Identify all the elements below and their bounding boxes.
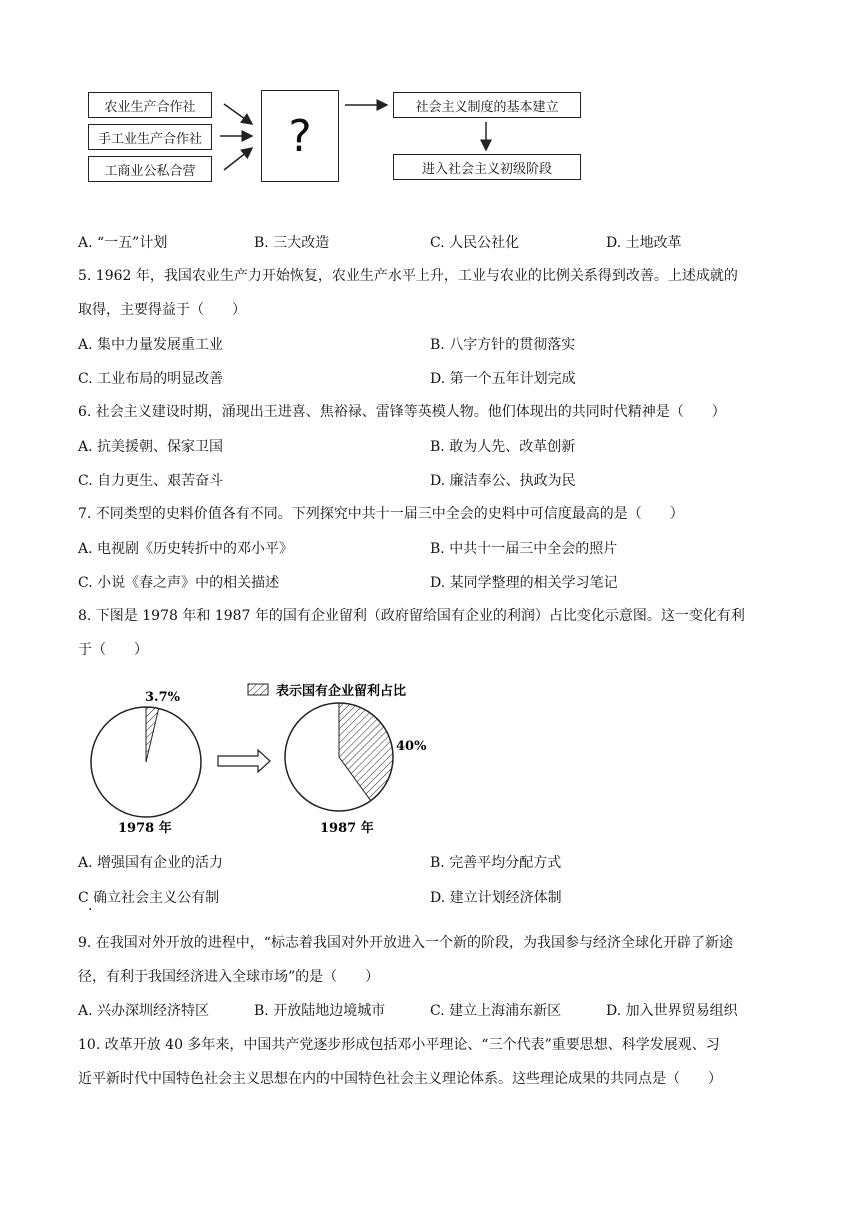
- q6-option-a: A. 抗美援朝、保家卫国: [78, 439, 224, 455]
- q6-option-c: C. 自力更生、艰苦奋斗: [78, 473, 224, 489]
- q6-option-b: B. 敢为人先、改革创新: [430, 439, 576, 455]
- diagram-result-bottom: 进入社会主义初级阶段: [393, 154, 581, 180]
- q4-option-b: B. 三大改造: [254, 235, 330, 251]
- legend-swatch: [248, 684, 268, 695]
- q5-option-a: A. 集中力量发展重工业: [78, 337, 224, 353]
- q9-stem-line2: 径，有利于我国经济进入全球市场”的是（ ）: [78, 969, 380, 985]
- diagram-input-2: 手工业生产合作社: [88, 124, 212, 150]
- q5-stem-line1: 5. 1962 年，我国农业生产力开始恢复，农业生产水平上升，工业与农业的比例关系得到改善。上述成就的: [78, 268, 738, 284]
- q8-stem-line2: 于（ ）: [78, 642, 148, 658]
- q4-option-c: C. 人民公社化: [430, 235, 520, 251]
- q5-option-c: C. 工业布局的明显改善: [78, 371, 224, 387]
- q10-stem-line2: 近平新时代中国特色社会主义思想在内的中国特色社会主义理论体系。这些理论成果的共同点是（ ）: [78, 1071, 722, 1087]
- pie-1987-label: 40%: [396, 739, 427, 754]
- q8-option-b: B. 完善平均分配方式: [430, 855, 562, 871]
- pie-1978-year: 1978 年: [118, 821, 172, 836]
- q4-option-d: D. 土地改革: [606, 235, 682, 251]
- q7-option-b: B. 中共十一届三中全会的照片: [430, 541, 618, 557]
- q7-option-a: A. 电视剧《历史转折中的邓小平》: [78, 541, 294, 557]
- q10-stem-line1: 10. 改革开放 40 多年来，中国共产党逐步形成包括邓小平理论、“三个代表”重要思想、科学发展观、习: [78, 1037, 720, 1053]
- q6-option-d: D. 廉洁奉公、执政为民: [430, 473, 576, 489]
- hollow-arrow: [218, 750, 270, 772]
- q8-option-a: A. 增强国有企业的活力: [78, 855, 224, 871]
- q9-option-b: B. 开放陆地边境城市: [254, 1003, 386, 1019]
- q9-option-c: C. 建立上海浦东新区: [430, 1003, 562, 1019]
- q6-stem-line1: 6. 社会主义建设时期，涌现出王进喜、焦裕禄、雷锋等英模人物。他们体现出的共同时代精神是（ ）: [78, 404, 726, 420]
- pie-1978-label: 3.7%: [145, 690, 180, 705]
- pie-1987-year: 1987 年: [320, 821, 374, 836]
- q4-option-a: A. “一五”计划: [78, 235, 168, 251]
- diagram-input-1: 农业生产合作社: [88, 92, 212, 118]
- q7-option-c: C. 小说《春之声》中的相关描述: [78, 575, 280, 591]
- diagram-input-3: 工商业公私合营: [88, 156, 212, 182]
- q5-option-b: B. 八字方针的贯彻落实: [430, 337, 576, 353]
- q9-stem-line1: 9. 在我国对外开放的进程中，“标志着我国对外开放进入一个新的阶段，为我国参与经济全球化开辟了新途: [78, 935, 733, 951]
- q8-option-d: D. 建立计划经济体制: [430, 890, 562, 906]
- q7-option-d: D. 某同学整理的相关学习笔记: [430, 575, 618, 591]
- legend-text: 表示国有企业留利占比: [276, 684, 407, 699]
- q9-option-d: D. 加入世界贸易组织: [606, 1003, 738, 1019]
- diagram-result-top: 社会主义制度的基本建立: [393, 92, 581, 118]
- q5-option-d: D. 第一个五年计划完成: [430, 371, 576, 387]
- diagram-center-box: ?: [261, 90, 339, 182]
- q8-stem-line1: 8. 下图是 1978 年和 1987 年的国有企业留利（政府留给国有企业的利润）占比变化示意图。这一变化有利: [78, 608, 745, 624]
- q9-option-a: A. 兴办深圳经济特区: [78, 1003, 210, 1019]
- q8-option-c: C 确立社会主义公有制: [78, 890, 220, 906]
- q7-stem-line1: 7. 不同类型的史料价值各有不同。下列探究中共十一届三中全会的史料中可信度最高的是（ ）: [78, 506, 684, 522]
- q5-stem-line2: 取得，主要得益于（ ）: [78, 302, 246, 318]
- stray-dot: ·: [88, 902, 93, 918]
